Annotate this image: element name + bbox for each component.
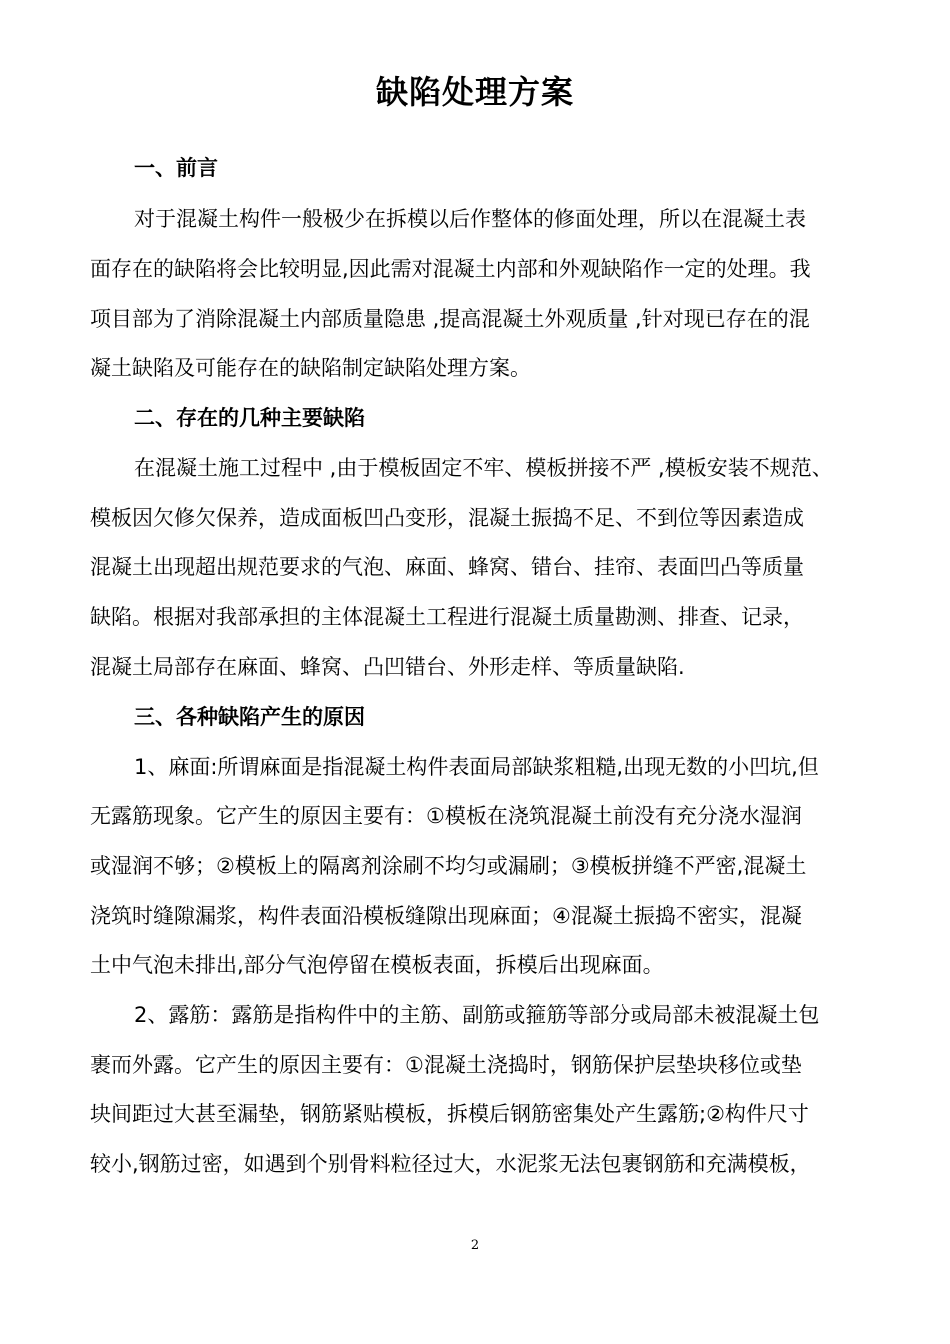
paragraph-line: 混凝土出现超出规范要求的气泡、麻面、蜂窝、错台、挂帘、表面凹凸等质量	[90, 555, 804, 579]
page-number: 2	[470, 1238, 480, 1253]
paragraph-line: 在混凝土施工过程中 ,由于模板固定不牢、模板拼接不严 ,模板安装不规范、	[134, 456, 833, 480]
paragraph-line: 面存在的缺陷将会比较明显,因此需对混凝土内部和外观缺陷作一定的处理。我	[90, 257, 811, 281]
paragraph-line: 或湿润不够；②模板上的隔离剂涂刷不均匀或漏刷；③模板拼缝不严密,混凝土	[90, 854, 807, 878]
paragraph-line: 项目部为了消除混凝土内部质量隐患 ,提高混凝土外观质量 ,针对现已存在的混	[90, 307, 810, 331]
paragraph-line: 对于混凝土构件一般极少在拆模以后作整体的修面处理，所以在混凝土表	[134, 207, 806, 231]
paragraph-line: 块间距过大甚至漏垫，钢筋紧贴模板，拆模后钢筋密集处产生露筋;②构件尺寸	[90, 1102, 809, 1126]
paragraph-line: 1、麻面:所谓麻面是指混凝土构件表面局部缺浆粗糙,出现无数的小凹坑,但	[134, 755, 819, 779]
section-heading-defects: 二、存在的几种主要缺陷	[134, 406, 365, 430]
paragraph-line: 无露筋现象。它产生的原因主要有：①模板在浇筑混凝土前没有充分浇水湿润	[90, 804, 802, 828]
paragraph-line: 土中气泡未排出,部分气泡停留在模板表面，拆模后出现麻面。	[90, 953, 664, 977]
document-title: 缺陷处理方案	[375, 73, 574, 111]
paragraph-line: 较小,钢筋过密，如遇到个别骨料粒径过大，水泥浆无法包裹钢筋和充满模板，	[90, 1152, 811, 1176]
paragraph-line: 浇筑时缝隙漏浆，构件表面沿模板缝隙出现麻面；④混凝土振捣不密实，混凝	[90, 904, 802, 928]
section-heading-causes: 三、各种缺陷产生的原因	[134, 705, 365, 729]
paragraph-line: 模板因欠修欠保养，造成面板凹凸变形，混凝土振捣不足、不到位等因素造成	[90, 506, 804, 530]
paragraph-line: 混凝土局部存在麻面、蜂窝、凸凹错台、外形走样、等质量缺陷.	[90, 655, 685, 679]
paragraph-line: 2、露筋：露筋是指构件中的主筋、副筋或箍筋等部分或局部未被混凝土包	[134, 1003, 820, 1027]
paragraph-line: 凝土缺陷及可能存在的缺陷制定缺陷处理方案。	[90, 356, 531, 380]
paragraph-line: 裹而外露。它产生的原因主要有：①混凝土浇捣时，钢筋保护层垫块移位或垫	[90, 1053, 802, 1077]
section-heading-preface: 一、前言	[134, 156, 218, 180]
paragraph-line: 缺陷。根据对我部承担的主体混凝土工程进行混凝土质量勘测、排查、记录，	[90, 605, 804, 629]
